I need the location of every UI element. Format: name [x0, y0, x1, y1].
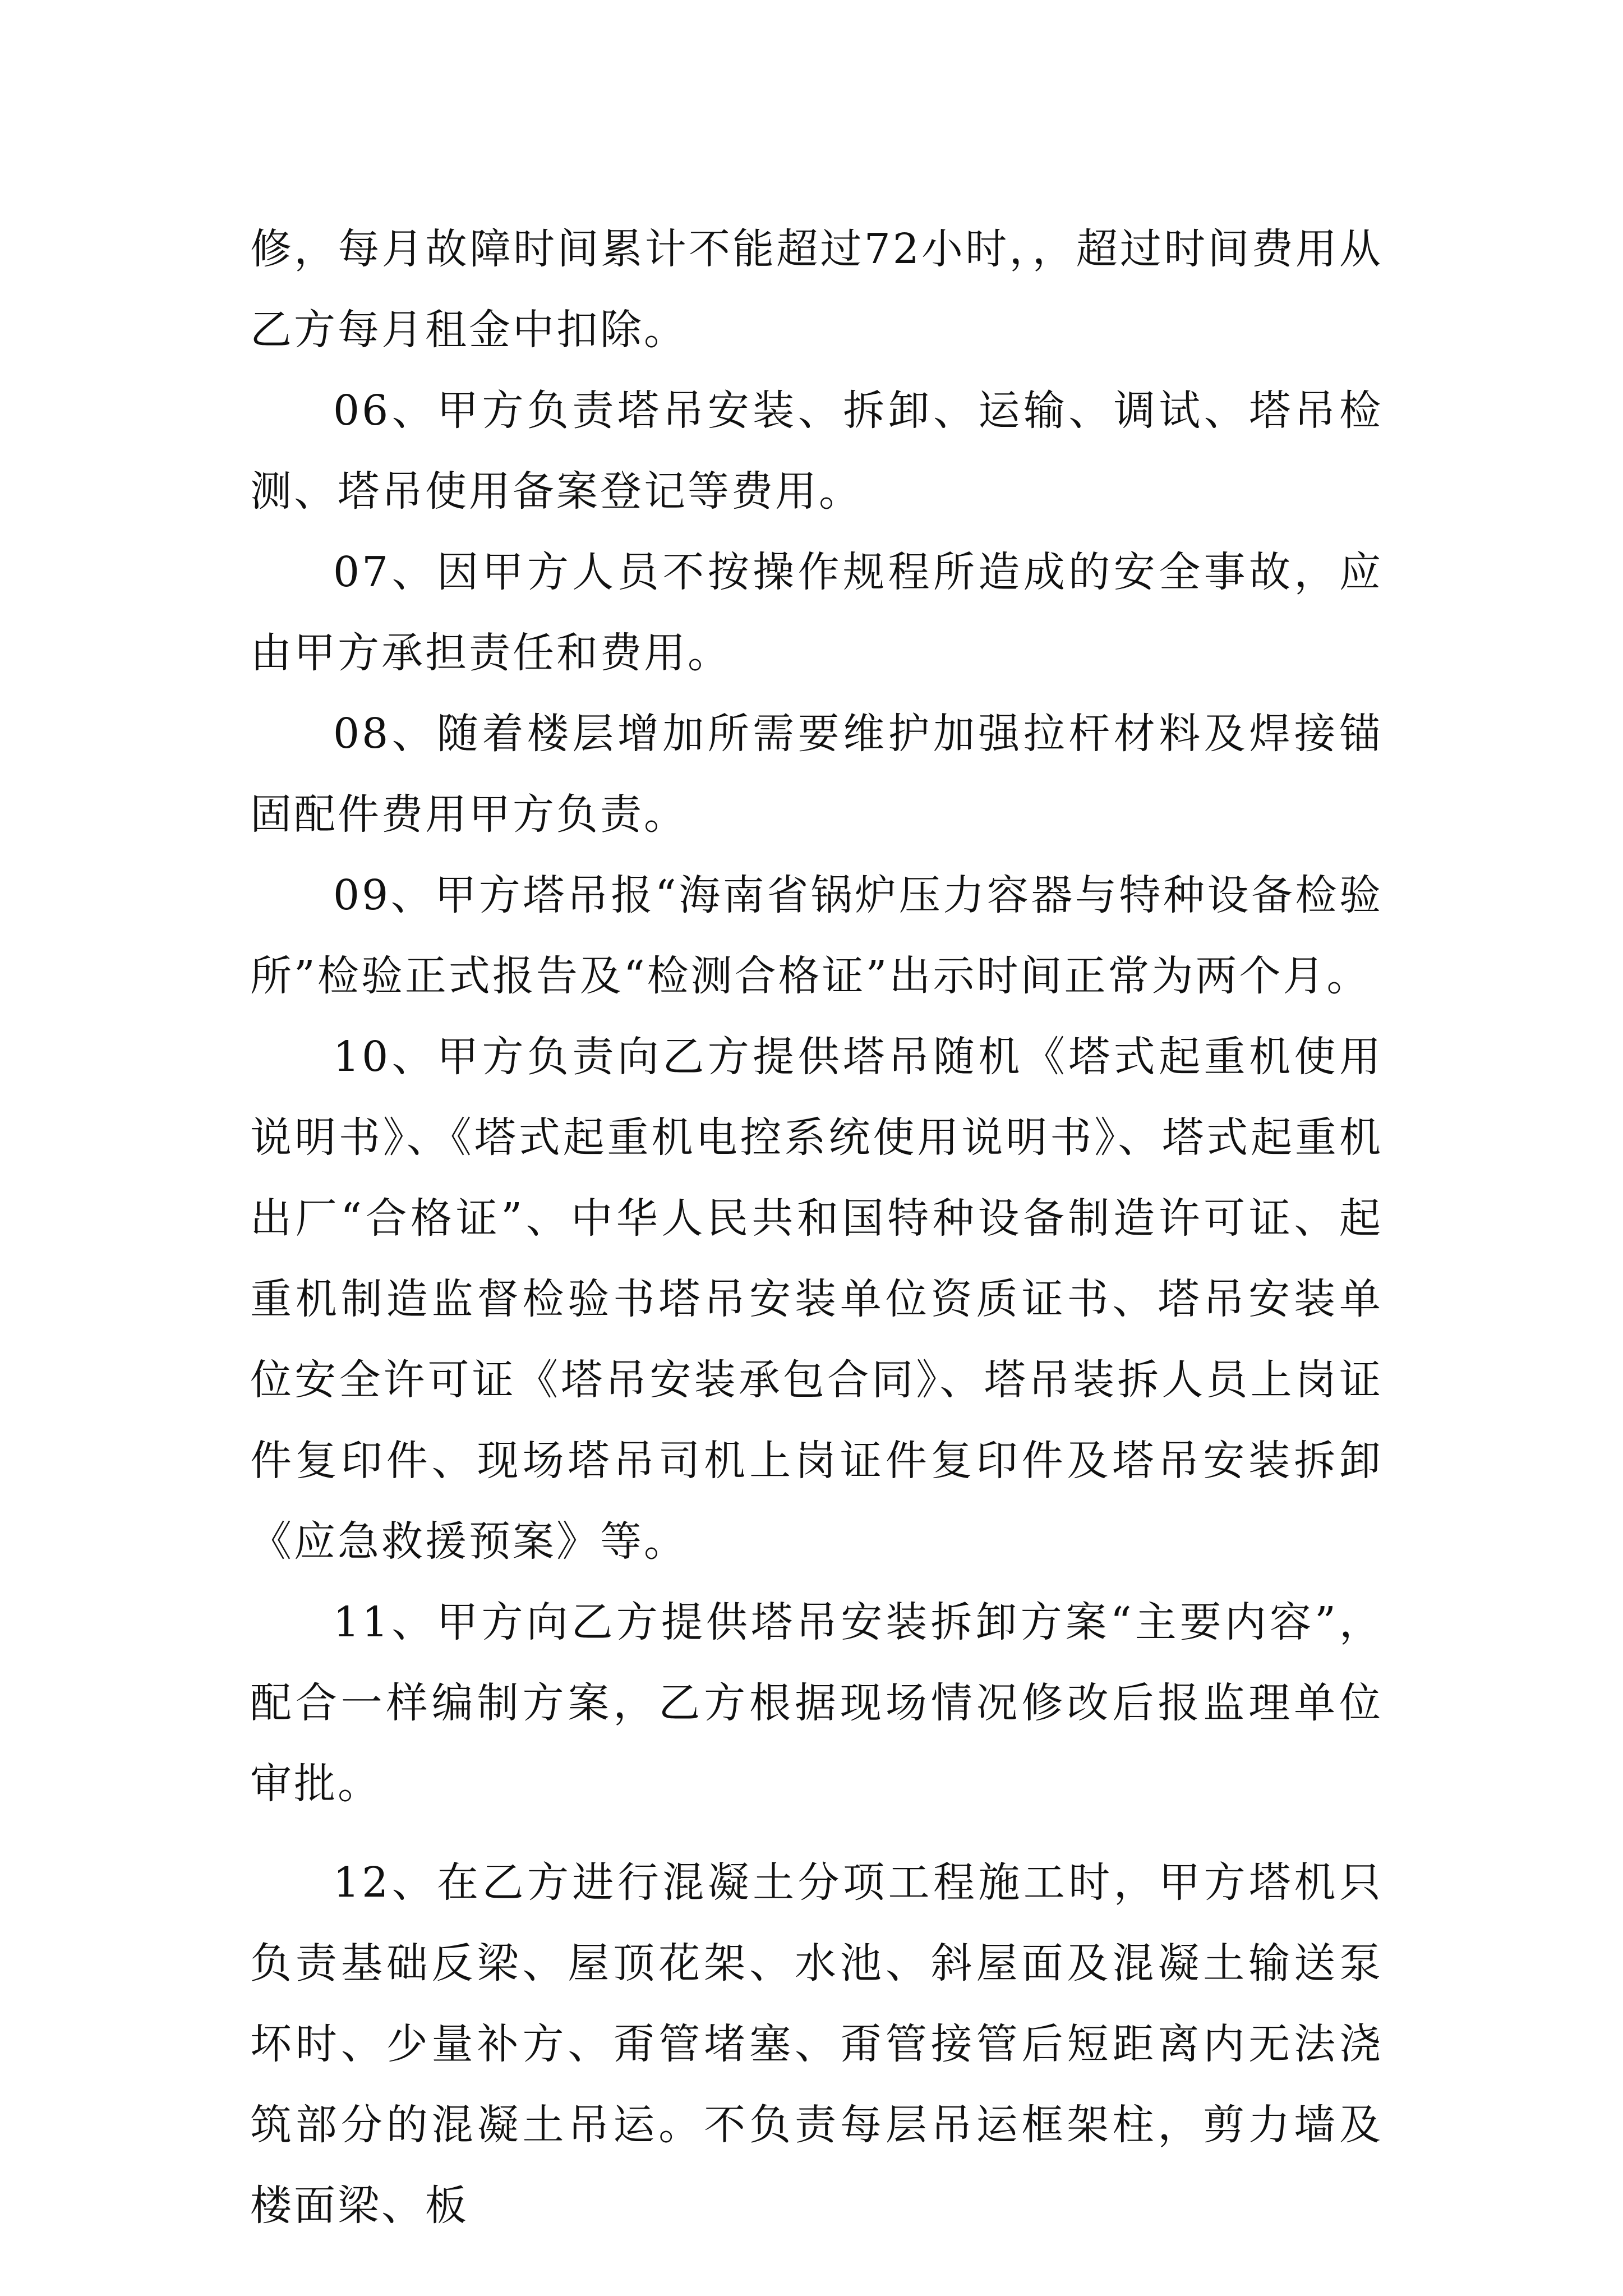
paragraph-item-12: 12、在乙方进行混凝土分项工程施工时，甲方塔机只负责基础反梁、屋顶花架、水池、斜屋面及混凝土输送泵坏时、少量补方、甭管堵塞、甭管接管后短距离内无法浇筑部分的混凝土吊运。不负责每层吊运框架柱，剪力墙及楼面梁、板 — [250, 1858, 1383, 2230]
paragraph-item-11: 11、甲方向乙方提供塔吊安装拆卸方案“主要内容”，配合一样编制方案，乙方根据现场情况修改后报监理单位审批。 — [250, 1598, 1383, 1808]
paragraph-item-06: 06、甲方负责塔吊安装、拆卸、运输、调试、塔吊检测、塔吊使用备案登记等费用。 — [250, 386, 1383, 516]
paragraph-item-10: 10、甲方负责向乙方提供塔吊随机《塔式起重机使用说明书》、《塔式起重机电控系统使用说明书》、塔式起重机出厂“合格证”、中华人民共和国特种设备制造许可证、起重机制造监督检验书塔吊安装单位资质证书、塔吊安装单位安全许可证《塔吊安装承包合同》、塔吊装拆人员上岗证件复印件、现场塔吊司机上岗证件复印件及塔吊安装拆卸《应急救援预案》等。 — [250, 1033, 1383, 1566]
paragraph-item-09: 09、甲方塔吊报“海南省锅炉压力容器与特种设备检验所”检验正式报告及“检测合格证”出示时间正常为两个月。 — [250, 871, 1383, 1000]
paragraph-continuation: 修，每月故障时间累计不能超过72小时，，超过时间费用从乙方每月租金中扣除。 — [250, 225, 1383, 354]
paragraph-item-08: 08、随着楼层增加所需要维护加强拉杆材料及焊接锚固配件费用甲方负责。 — [250, 710, 1383, 839]
document-body — [250, 209, 1383, 2246]
paragraph-item-07: 07、因甲方人员不按操作规程所造成的安全事故，应由甲方承担责任和费用。 — [250, 548, 1383, 677]
